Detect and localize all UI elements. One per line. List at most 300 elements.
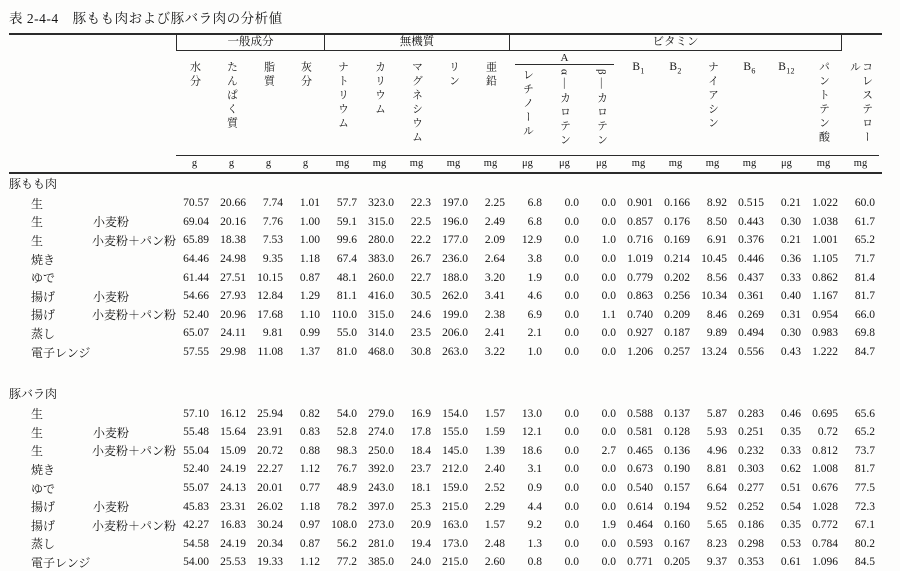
column-header-2 [250, 51, 287, 155]
table-cell: 67.1 [854, 519, 875, 532]
table-cell: 9.81 [262, 327, 283, 340]
row-label-method: 揚げ [31, 518, 56, 533]
table-cell: 0.209 [664, 308, 690, 321]
table-cell: 9.2 [527, 519, 542, 532]
table-cell: 17.68 [257, 308, 283, 321]
unit-16: μg [781, 158, 792, 169]
table-cell: 69.8 [854, 327, 875, 340]
table-cell: 0.0 [601, 500, 616, 513]
table-cell: 163.0 [442, 519, 468, 532]
table-cell: 48.9 [336, 482, 357, 495]
table-cell: 81.1 [336, 290, 357, 303]
table-cell: 260.0 [368, 271, 394, 284]
table-cell: 0.54 [780, 500, 801, 513]
table-cell: 8.50 [706, 215, 727, 228]
table-cell: 0.673 [627, 463, 653, 476]
table-cell: 55.0 [336, 327, 357, 340]
table-cell: 26.02 [257, 500, 283, 513]
table-cell: 315.0 [368, 215, 394, 228]
table-cell: 12.1 [521, 426, 542, 439]
table-cell: 0.901 [627, 197, 653, 210]
table-cell: 0.0 [564, 519, 579, 532]
table-cell: 16.12 [220, 407, 246, 420]
table-cell: 18.6 [521, 444, 542, 457]
table-cell: 98.3 [336, 444, 357, 457]
table-cell: 81.4 [854, 271, 875, 284]
group-row-end-spacer [842, 35, 879, 51]
table-cell: 81.7 [854, 463, 875, 476]
table-cell: 0.927 [627, 327, 653, 340]
table-cell: 0.862 [812, 271, 838, 284]
table-cell: 73.7 [854, 444, 875, 457]
table-cell: 0.0 [564, 346, 579, 359]
table-cell: 1.12 [299, 556, 320, 569]
table-cell: 1.222 [812, 346, 838, 359]
row-label-method: 生 [31, 233, 44, 248]
table-cell: 24.0 [410, 556, 431, 569]
table-cell: 0.0 [564, 271, 579, 284]
table-cell: 6.8 [527, 215, 542, 228]
table-cell: 0.128 [664, 426, 690, 439]
row-label-coating: 小麦粉 [93, 500, 130, 515]
table-cell: 24.13 [220, 482, 246, 495]
table-cell: 10.34 [701, 290, 727, 303]
table-cell: 24.19 [220, 463, 246, 476]
vitamin-a-label: A [515, 52, 614, 65]
column-header-label [669, 61, 681, 75]
row-label [9, 480, 176, 497]
column-header-label: α―カロテン [558, 69, 571, 148]
table-cell: 54.00 [183, 556, 209, 569]
row-label-method: 電子レンジ [31, 345, 91, 360]
table-cell: 23.31 [220, 500, 246, 513]
row-label-method: 電子レンジ [31, 555, 91, 570]
column-header-text: B [632, 61, 641, 73]
column-header-label: 脂質 [262, 61, 275, 89]
table-cell: 0.30 [780, 215, 801, 228]
table-cell: 0.136 [664, 444, 690, 457]
table-cell: 1.022 [812, 197, 838, 210]
row-label-coating: 小麦粉 [93, 425, 130, 440]
table-cell: 0.593 [627, 537, 653, 550]
table-cell: 0.61 [780, 556, 801, 569]
table-cell: 7.76 [262, 215, 283, 228]
table-cell: 0.167 [664, 537, 690, 550]
column-header-5 [361, 51, 398, 155]
table-cell: 2.09 [484, 234, 505, 247]
table-cell: 9.52 [706, 500, 727, 513]
row-label [9, 325, 176, 342]
row-label [9, 424, 176, 441]
table-cell: 20.34 [257, 537, 283, 550]
row-label-method: 焼き [31, 462, 56, 477]
table-cell: 76.7 [336, 463, 357, 476]
table-cell: 22.3 [410, 197, 431, 210]
row-label-method: 生 [31, 407, 44, 422]
table-cell: 8.81 [706, 463, 727, 476]
column-header-label: 亜鉛 [484, 61, 497, 89]
column-header-14 [694, 51, 731, 155]
table-cell: 15.64 [220, 426, 246, 439]
table-cell: 0.252 [738, 500, 764, 513]
table-row [9, 231, 882, 250]
column-header-label: コレステロール [848, 61, 873, 145]
analysis-table [9, 33, 882, 571]
column-header-18 [842, 51, 879, 155]
table-cell: 1.59 [484, 426, 505, 439]
table-cell: 110.0 [331, 308, 357, 321]
table-cell: 0.812 [812, 444, 838, 457]
table-cell: 0.676 [812, 482, 838, 495]
column-header-label: β―カロテン [595, 69, 608, 148]
table-cell: 0.857 [627, 215, 653, 228]
table-cell: 1.0 [527, 346, 542, 359]
table-cell: 64.46 [183, 253, 209, 266]
table-cell: 0.0 [564, 290, 579, 303]
table-cell: 1.00 [299, 215, 320, 228]
table-cell: 0.36 [780, 253, 801, 266]
table-cell: 0.443 [738, 215, 764, 228]
table-cell: 0.353 [738, 556, 764, 569]
table-cell: 173.0 [442, 537, 468, 550]
table-cell: 4.6 [527, 290, 542, 303]
table-cell: 19.33 [257, 556, 283, 569]
column-header-label: レチノール [521, 69, 534, 139]
units-row [9, 155, 882, 174]
table-cell: 0.269 [738, 308, 764, 321]
column-header-text: B [669, 61, 678, 73]
table-cell: 0.0 [601, 556, 616, 569]
table-cell: 0.446 [738, 253, 764, 266]
table-cell: 1.038 [812, 215, 838, 228]
table-cell: 52.40 [183, 308, 209, 321]
table-cell: 30.24 [257, 519, 283, 532]
table-cell: 20.96 [220, 308, 246, 321]
table-cell: 0.283 [738, 407, 764, 420]
table-cell: 0.46 [780, 407, 801, 420]
table-cell: 11.08 [257, 346, 283, 359]
row-label [9, 195, 176, 212]
table-cell: 25.94 [257, 407, 283, 420]
row-label [9, 535, 176, 552]
table-row [9, 479, 882, 498]
table-row [9, 194, 882, 213]
row-label-method: 揚げ [31, 500, 56, 515]
table-cell: 52.8 [336, 426, 357, 439]
table-cell: 0.515 [738, 197, 764, 210]
table-cell: 0.588 [627, 407, 653, 420]
table-cell: 0.0 [601, 215, 616, 228]
table-cell: 23.91 [257, 426, 283, 439]
table-cell: 199.0 [442, 308, 468, 321]
table-cell: 314.0 [368, 327, 394, 340]
table-cell: 0.0 [601, 407, 616, 420]
table-cell: 0.51 [780, 482, 801, 495]
row-label [9, 251, 176, 268]
table-cell: 0.35 [780, 519, 801, 532]
table-cell: 66.0 [854, 308, 875, 321]
table-cell: 0.863 [627, 290, 653, 303]
table-cell: 0.257 [664, 346, 690, 359]
row-label-method: 揚げ [31, 308, 56, 323]
table-cell: 20.16 [220, 215, 246, 228]
table-cell: 1.001 [812, 234, 838, 247]
table-cell: 0.0 [601, 197, 616, 210]
table-cell: 0.169 [664, 234, 690, 247]
table-cell: 0.186 [738, 519, 764, 532]
table-cell: 12.9 [521, 234, 542, 247]
table-cell: 1.39 [484, 444, 505, 457]
table-cell: 45.83 [183, 500, 209, 513]
table-cell: 55.48 [183, 426, 209, 439]
row-label-method: 焼き [31, 252, 56, 267]
table-cell: 65.07 [183, 327, 209, 340]
table-cell: 0.0 [564, 444, 579, 457]
table-cell: 19.4 [410, 537, 431, 550]
table-cell: 8.56 [706, 271, 727, 284]
unit-7: mg [446, 158, 461, 169]
table-cell: 0.53 [780, 537, 801, 550]
column-header-label [778, 61, 795, 75]
table-cell: 84.7 [854, 346, 875, 359]
table-cell: 0.556 [738, 346, 764, 359]
table-cell: 65.2 [854, 426, 875, 439]
table-cell: 1.57 [484, 519, 505, 532]
table-cell: 3.20 [484, 271, 505, 284]
column-header-label: リン [447, 61, 460, 89]
table-row [9, 404, 882, 423]
table-row [9, 213, 882, 232]
table-cell: 2.60 [484, 556, 505, 569]
table-cell: 0.160 [664, 519, 690, 532]
table-cell: 0.8 [527, 556, 542, 569]
unit-13: mg [668, 158, 683, 169]
table-cell: 9.37 [706, 556, 727, 569]
table-cell: 65.2 [854, 234, 875, 247]
table-cell: 0.40 [780, 290, 801, 303]
table-cell: 23.7 [410, 463, 431, 476]
table-cell: 0.465 [627, 444, 653, 457]
table-cell: 1.028 [812, 500, 838, 513]
table-cell: 27.93 [220, 290, 246, 303]
row-label [9, 554, 176, 571]
row-label-coating: 小麦粉＋パン粉 [91, 444, 176, 459]
table-cell: 0.614 [627, 500, 653, 513]
unit-18: mg [853, 158, 868, 169]
table-cell: 3.8 [527, 253, 542, 266]
unit-15: mg [742, 158, 757, 169]
column-header-10 [546, 66, 583, 148]
table-cell: 20.01 [257, 482, 283, 495]
table-cell: 48.1 [336, 271, 357, 284]
table-cell: 2.29 [484, 500, 505, 513]
table-cell: 0.232 [738, 444, 764, 457]
table-cell: 0.77 [299, 482, 320, 495]
row-label-coating: 小麦粉＋パン粉 [91, 233, 176, 248]
column-header-11 [583, 66, 620, 148]
table-row [9, 268, 882, 287]
column-header-label [632, 61, 644, 75]
table-cell: 4.96 [706, 444, 727, 457]
row-label [9, 344, 176, 361]
table-cell: 416.0 [368, 290, 394, 303]
table-cell: 0.33 [780, 271, 801, 284]
unit-5: mg [372, 158, 387, 169]
table-cell: 6.64 [706, 482, 727, 495]
column-header-13 [657, 51, 694, 155]
table-cell: 0.376 [738, 234, 764, 247]
table-cell: 42.27 [183, 519, 209, 532]
group-vitamins: ビタミン [509, 35, 842, 51]
table-cell: 215.0 [442, 556, 468, 569]
unit-6: mg [409, 158, 424, 169]
table-cell: 281.0 [368, 537, 394, 550]
table-cell: 280.0 [368, 234, 394, 247]
table-cell: 1.0 [601, 234, 616, 247]
table-cell: 383.0 [368, 253, 394, 266]
column-header-label: ナイアシン [706, 61, 719, 131]
table-row [9, 324, 882, 343]
table-cell: 20.66 [220, 197, 246, 210]
unit-2: g [265, 158, 272, 169]
table-cell: 0.954 [812, 308, 838, 321]
table-cell: 0.33 [780, 444, 801, 457]
table-cell: 0.0 [564, 426, 579, 439]
table-cell: 2.25 [484, 197, 505, 210]
table-cell: 3.22 [484, 346, 505, 359]
table-cell: 1.9 [527, 271, 542, 284]
header-row-spacer [9, 51, 176, 155]
column-header-16 [768, 51, 805, 155]
table-cell: 2.49 [484, 215, 505, 228]
table-cell: 0.0 [564, 234, 579, 247]
table-row [9, 516, 882, 535]
table-cell: 1.105 [812, 253, 838, 266]
table-cell: 10.45 [701, 253, 727, 266]
section-title: 豚バラ肉 [9, 387, 58, 402]
table-cell: 263.0 [442, 346, 468, 359]
table-cell: 0.0 [564, 500, 579, 513]
table-cell: 0.30 [780, 327, 801, 340]
table-cell: 13.0 [521, 407, 542, 420]
table-cell: 1.00 [299, 234, 320, 247]
table-cell: 0.0 [601, 327, 616, 340]
unit-3: g [302, 158, 309, 169]
column-header-subscript: 6 [751, 66, 756, 76]
table-cell: 13.24 [701, 346, 727, 359]
vitamin-a-columns [509, 66, 620, 148]
table-cell: 0.194 [664, 500, 690, 513]
column-header-label: たんぱく質 [225, 61, 238, 131]
table-cell: 9.35 [262, 253, 283, 266]
unit-10: μg [559, 158, 570, 169]
section-0 [9, 174, 882, 361]
table-cell: 0.187 [664, 327, 690, 340]
table-cell: 215.0 [442, 500, 468, 513]
table-cell: 279.0 [368, 407, 394, 420]
table-cell: 77.2 [336, 556, 357, 569]
table-cell: 0.157 [664, 482, 690, 495]
table-cell: 2.64 [484, 253, 505, 266]
table-cell: 177.0 [442, 234, 468, 247]
table-cell: 30.8 [410, 346, 431, 359]
table-cell: 84.5 [854, 556, 875, 569]
group-header-row [9, 35, 882, 51]
column-header-label: ナトリウム [336, 61, 349, 131]
table-cell: 1.57 [484, 407, 505, 420]
row-label-method: ゆで [31, 481, 56, 496]
table-cell: 60.0 [854, 197, 875, 210]
table-cell: 16.9 [410, 407, 431, 420]
table-row [9, 497, 882, 516]
table-cell: 0.31 [780, 308, 801, 321]
table-cell: 397.0 [368, 500, 394, 513]
table-cell: 0.256 [664, 290, 690, 303]
table-cell: 70.57 [183, 197, 209, 210]
unit-4: mg [335, 158, 350, 169]
table-cell: 6.91 [706, 234, 727, 247]
table-cell: 236.0 [442, 253, 468, 266]
column-header-label [743, 61, 755, 75]
column-header-4 [324, 51, 361, 155]
table-cell: 77.5 [854, 482, 875, 495]
table-cell: 7.74 [262, 197, 283, 210]
table-cell: 0.983 [812, 327, 838, 340]
table-cell: 3.41 [484, 290, 505, 303]
table-body [9, 174, 882, 571]
column-header-label: 灰分 [299, 61, 312, 89]
table-cell: 0.21 [780, 197, 801, 210]
table-cell: 0.740 [627, 308, 653, 321]
table-cell: 52.40 [183, 463, 209, 476]
row-label-method: 生 [31, 215, 44, 230]
row-label-method: 生 [31, 444, 44, 459]
column-header-label: カリウム [373, 61, 386, 117]
column-header-subscript: 1 [640, 66, 645, 76]
table-cell: 25.53 [220, 556, 246, 569]
table-cell: 22.7 [410, 271, 431, 284]
table-cell: 1.29 [299, 290, 320, 303]
table-cell: 197.0 [442, 197, 468, 210]
table-cell: 196.0 [442, 215, 468, 228]
row-label [9, 517, 176, 534]
column-header-label: 水分 [188, 61, 201, 89]
table-cell: 155.0 [442, 426, 468, 439]
group-general-components: 一般成分 [176, 35, 324, 51]
table-cell: 29.98 [220, 346, 246, 359]
unit-8: mg [483, 158, 498, 169]
table-cell: 0.202 [664, 271, 690, 284]
row-label-method: ゆで [31, 271, 56, 286]
table-cell: 26.7 [410, 253, 431, 266]
table-cell: 274.0 [368, 426, 394, 439]
table-cell: 0.0 [601, 537, 616, 550]
table-cell: 1.1 [601, 308, 616, 321]
table-cell: 6.8 [527, 197, 542, 210]
table-cell: 0.9 [527, 482, 542, 495]
table-cell: 108.0 [331, 519, 357, 532]
table-cell: 1.206 [627, 346, 653, 359]
section-title: 豚もも肉 [9, 177, 58, 191]
column-header-label: パントテン酸 [817, 61, 830, 145]
table-cell: 0.0 [564, 537, 579, 550]
table-cell: 22.5 [410, 215, 431, 228]
column-header-7 [435, 51, 472, 155]
table-row [9, 306, 882, 325]
table-cell: 0.581 [627, 426, 653, 439]
table-cell: 0.540 [627, 482, 653, 495]
table-cell: 69.04 [183, 215, 209, 228]
